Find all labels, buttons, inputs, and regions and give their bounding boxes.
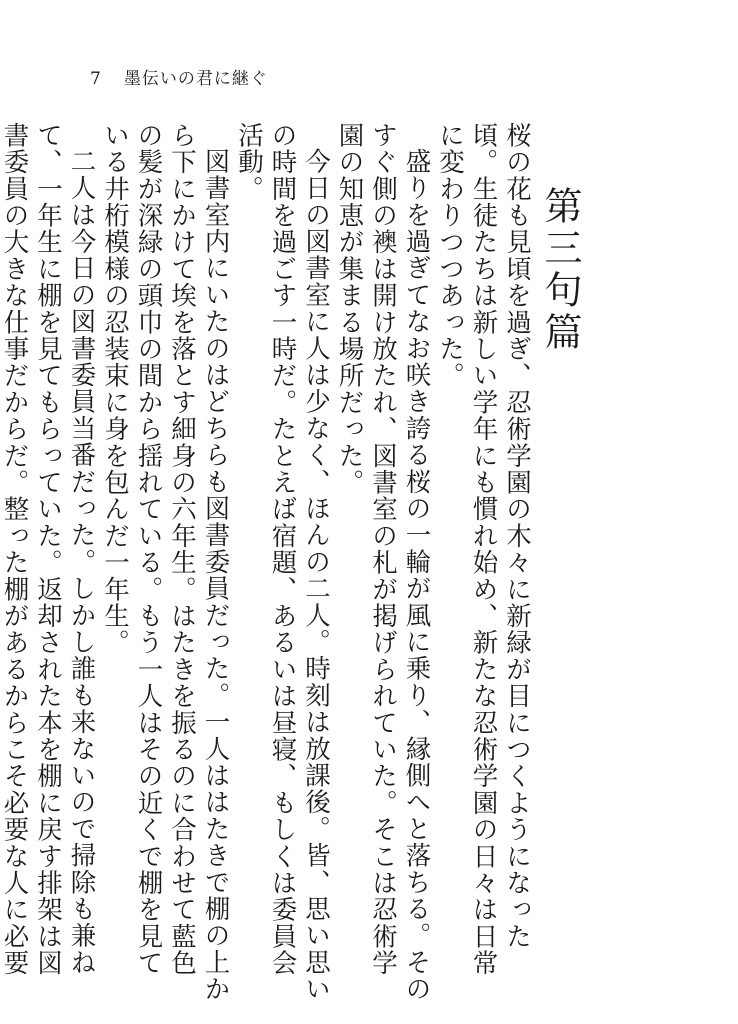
paragraph-3: 今日の図書室に人は少なく、ほんの二人。時刻は放課後。皆、思い思いの時間を過ごす一時だ。たとえば宿題、あるいは昼寝、もしくは委員会活動。	[234, 122, 331, 1002]
running-head	[90, 64, 268, 89]
paragraph-4: 図書室内にいたのはどちらも図書委員だった。一人ははたきで棚の上から下にかけて埃を落とす細身の六年生。はたきを振るのに合わせて藍色の髪が深緑の頭巾の間から揺れている。もう一人はその近くで棚を見ている井桁模様の忍装束に身を包んだ一年生。	[100, 122, 231, 1002]
page-number: 7	[90, 69, 102, 89]
paragraph-2: 盛りを過ぎてなお咲き誇る桜の一輪が風に乗り、縁側へと落ちる。そのすぐ側の襖は開け放たれ、図書室の札が掲げられていた。そこは忍術学園の知恵が集まる場所だった。	[334, 122, 432, 1002]
paragraph-1: 桜の花も見頃を過ぎ、忍術学園の木々に新緑が目につくようになった頃。生徒たちは新しい学年にも慣れ始め、新たな忍術学園の日々は日常に変わりつつあった。	[435, 122, 532, 977]
paragraph-5: 二人は今日の図書委員当番だった。しかし誰も来ないので掃除も兼ねて、一年生に棚を見てもらっていた。返却された本を棚に戻す排架は図書委員の大きな仕事だからだ。整った棚があるからこそ必要な人に必要	[0, 122, 97, 977]
book-title: 墨伝いの君に継ぐ	[123, 69, 268, 89]
body-text	[0, 122, 533, 1002]
chapter-title: 第三句篇	[538, 186, 582, 354]
